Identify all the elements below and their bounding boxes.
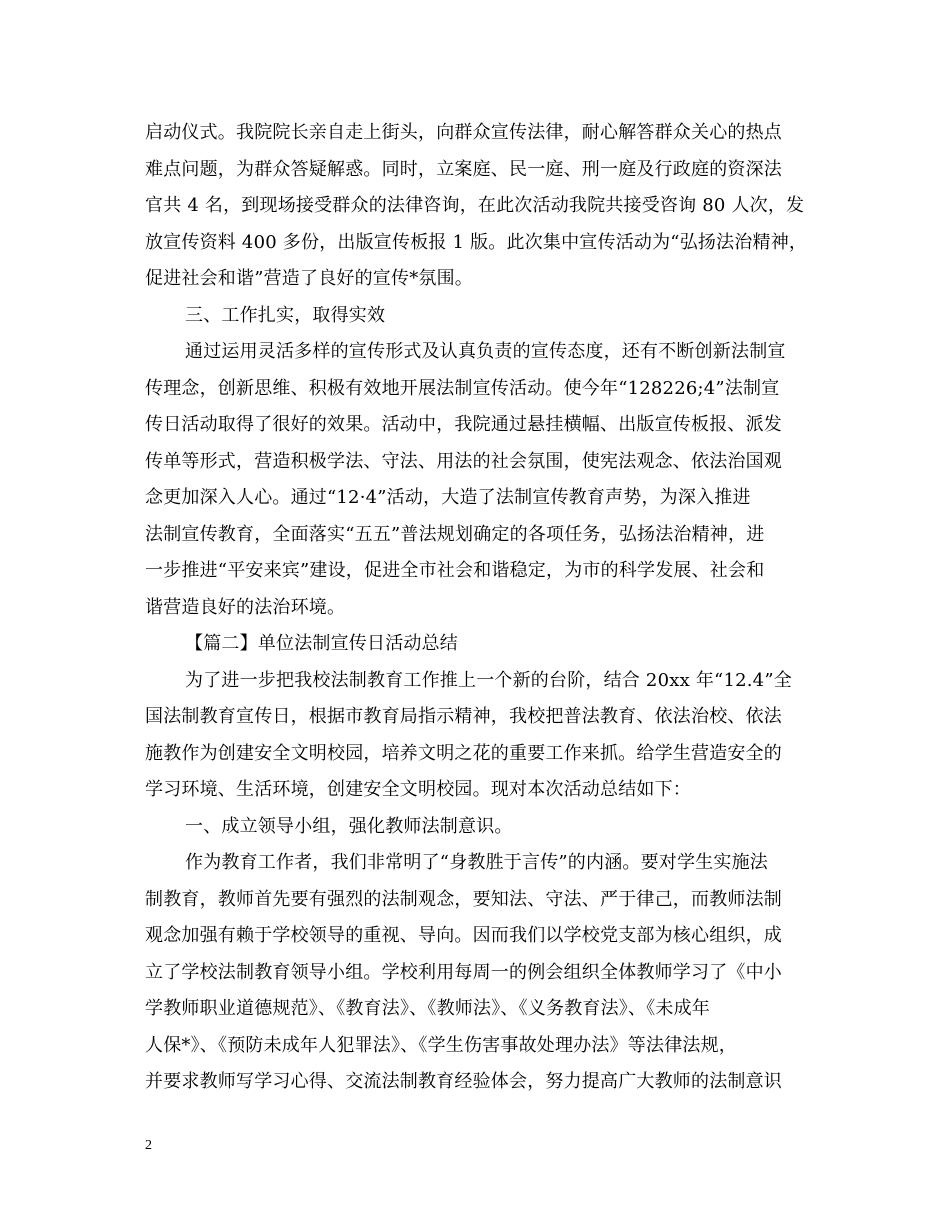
text-line: 传日活动取得了很好的效果。活动中，我院通过悬挂横幅、出版宣传板报、派发 xyxy=(145,414,782,435)
page-number: 2 xyxy=(145,1138,152,1153)
text-line: 法制宣传教育，全面落实“五五”普法规划确定的各项任务，弘扬法治精神，进 xyxy=(145,523,765,545)
text-line: 一步推进“平安来宾”建设，促进全市社会和谐稳定，为市的科学发展、社会和 xyxy=(145,560,765,581)
text-line: 观念加强有赖于学校领导的重视、导向。因而我们以学校党支部为核心组织，成 xyxy=(145,925,782,946)
text-line: 作为教育工作者，我们非常明了“身教胜于言传”的内涵。要对学生实施法 xyxy=(185,852,769,873)
text-line: 学习环境、生活环境，创建安全文明校园。现对本次活动总结如下： xyxy=(145,779,691,800)
text-line: 启动仪式。我院院长亲自走上街头，向群众宣传法律，耐心解答群众关心的热点 xyxy=(145,122,782,143)
text-line: 制教育，教师首先要有强烈的法制观念，要知法、守法、严于律己，而教师法制 xyxy=(145,888,782,910)
text-line: 【篇二】单位法制宣传日活动总结 xyxy=(185,633,458,654)
text-line: 国法制教育宣传日，根据市教育局指示精神，我校把普法教育、依法治校、依法 xyxy=(145,706,782,727)
text-line: 学教师职业道德规范》、《教育法》、《教师法》、《义务教育法》、《未成年 xyxy=(145,998,710,1019)
text-line: 谐营造良好的法治环境。 xyxy=(145,596,346,618)
text-line: 为了进一步把我校法制教育工作推上一个新的台阶，结合 20xx 年“12.4”全 xyxy=(185,669,792,691)
text-line: 施教作为创建安全文明校园，培养文明之花的重要工作来抓。给学生营造安全的 xyxy=(145,742,782,764)
text-line: 念更加深入人心。通过“12·4”活动，大造了法制宣传教育声势，为深入推进 xyxy=(145,487,751,508)
text-line: 三、工作扎实，取得实效 xyxy=(185,304,386,326)
text-line: 官共 4 名，到现场接受群众的法律咨询，在此次活动我院共接受咨询 80 人次，发 xyxy=(145,195,805,216)
text-line: 并要求教师写学习心得、交流法制教育经验体会，努力提高广大教师的法制意识 xyxy=(145,1071,782,1092)
text-line: 难点问题，为群众答疑解惑。同时，立案庭、民一庭、刑一庭及行政庭的资深法 xyxy=(145,158,782,180)
text-line: 通过运用灵活多样的宣传形式及认真负责的宣传态度，还有不断创新法制宣 xyxy=(185,341,786,362)
text-line: 传理念，创新思维、积极有效地开展法制宣传活动。使今年“128226;4”法制宣 xyxy=(145,377,780,399)
text-line: 一、成立领导小组，强化教师法制意识。 xyxy=(185,815,513,837)
text-line: 立了学校法制教育领导小组。学校利用每周一的例会组织全体教师学习了《中小 xyxy=(145,961,782,983)
document-body xyxy=(145,115,810,1101)
text-line: 人保*》、《预防未成年人犯罪法》、《学生伤害事故处理办法》等法律法规， xyxy=(145,1034,737,1056)
text-line: 传单等形式，营造积极学法、守法、用法的社会氛围，使宪法观念、依法治国观 xyxy=(145,450,782,472)
text-line: 放宣传资料 400 多份，出版宣传板报 1 版。此次集中宣传活动为“弘扬法治精神， xyxy=(145,231,808,253)
text-line: 促进社会和谐”营造了良好的宣传*氛围。 xyxy=(145,268,474,289)
